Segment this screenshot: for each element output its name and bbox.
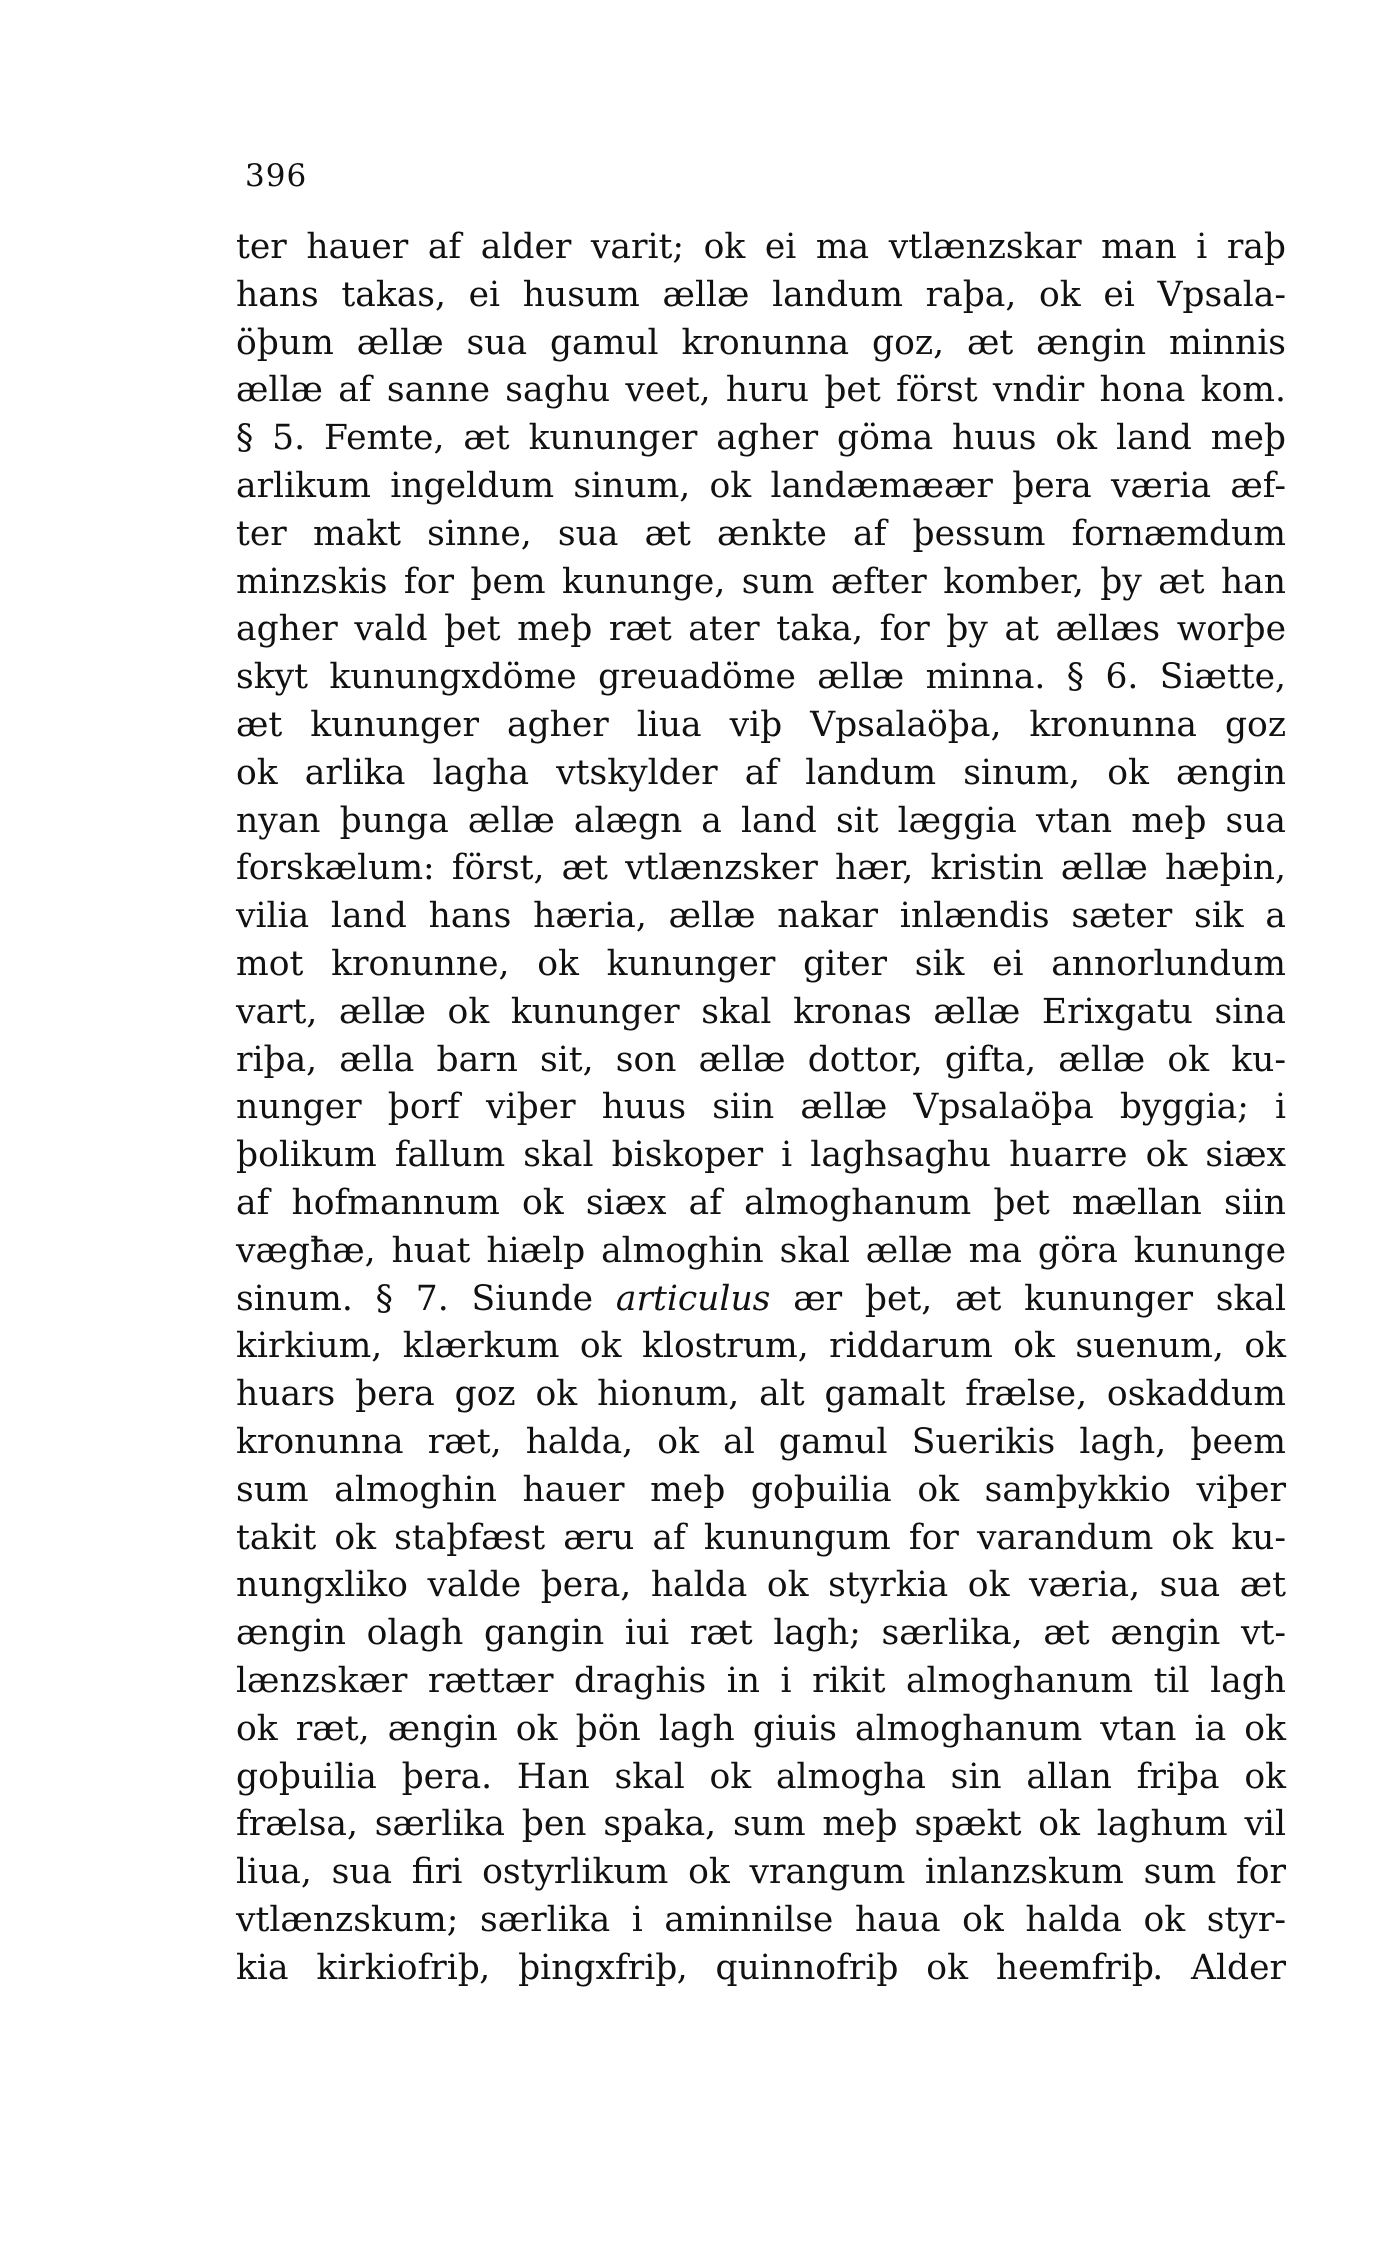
text-line: vart, ællæ ok kununger skal kronas ællæ Erixgatu sina xyxy=(236,991,1286,1032)
text-line: ællæ af sanne saghu veet, huru þet först vndir hona kom. xyxy=(236,370,1286,411)
text-line: mot kronunne, ok kununger giter sik ei annorlundum xyxy=(236,943,1286,984)
text-line: minzskis for þem kununge, sum æfter komber, þy æt han xyxy=(236,561,1286,602)
page-number: 396 xyxy=(245,158,308,194)
text-line: agher vald þet meþ ræt ater taka, for þy at ællæs worþe xyxy=(236,609,1286,650)
text-line: nunger þorf viþer huus siin ællæ Vpsalaöþa byggia; i xyxy=(236,1087,1286,1128)
text-line: goþuilia þera. Han skal ok almogha sin allan friþa ok xyxy=(236,1756,1286,1797)
text-line: æt kununger agher liua viþ Vpsalaöþa, kronunna goz xyxy=(236,704,1286,745)
text-line: huars þera goz ok hionum, alt gamalt frælse, oskaddum xyxy=(236,1374,1286,1415)
text-line: vægħæ, huat hiælp almoghin skal ællæ ma göra kununge xyxy=(236,1230,1286,1271)
text-line: frælsa, særlika þen spaka, sum meþ spækt ok laghum vil xyxy=(236,1804,1286,1845)
text-line: vtlænzskum; særlika i aminnilse haua ok halda ok styr- xyxy=(236,1899,1286,1940)
text-line: af hofmannum ok siæx af almoghanum þet mællan siin xyxy=(236,1182,1286,1223)
text-line: nyan þunga ællæ alægn a land sit læggia vtan meþ sua xyxy=(236,800,1286,841)
text-line: sum almoghin hauer meþ goþuilia ok samþykkio viþer xyxy=(236,1469,1286,1510)
text-line: kronunna ræt, halda, ok al gamul Suerikis lagh, þeem xyxy=(236,1421,1286,1462)
text-line: nungxliko valde þera, halda ok styrkia ok væria, sua æt xyxy=(236,1565,1286,1606)
text-line: þolikum fallum skal biskoper i laghsaghu huarre ok siæx xyxy=(236,1135,1286,1176)
text-line: vilia land hans hæria, ællæ nakar inlændis sæter sik a xyxy=(236,896,1286,937)
text-line: ok ræt, ængin ok þön lagh giuis almoghanum vtan ia ok xyxy=(236,1708,1286,1749)
text-line: ter hauer af alder varit; ok ei ma vtlænzskar man i raþ xyxy=(236,227,1286,267)
italic-word: articulus xyxy=(615,1278,771,1319)
text-line: kirkium, klærkum ok klostrum, riddarum ok suenum, ok xyxy=(236,1326,1286,1367)
text-line: takit ok staþfæst æru af kunungum for varandum ok ku- xyxy=(236,1517,1286,1558)
text-line: ængin olagh gangin iui ræt lagh; særlika, æt ængin vt- xyxy=(236,1613,1286,1654)
text-line: kia kirkiofriþ, þingxfriþ, quinnofriþ ok heemfriþ. Alder xyxy=(236,1947,1286,1988)
text-line: ter makt sinne, sua æt ænkte af þessum fornæmdum xyxy=(236,513,1286,554)
text-line: § 5. Femte, æt kununger agher göma huus ok land meþ xyxy=(236,418,1286,459)
body-text xyxy=(236,224,1286,1992)
text-line: ok arlika lagha vtskylder af landum sinum, ok ængin xyxy=(236,752,1286,793)
text-line: forskælum: först, æt vtlænzsker hær, kristin ællæ hæþin, xyxy=(236,848,1286,889)
text-line: sinum. § 7. Siunde articulus ær þet, æt kununger skal xyxy=(236,1278,1286,1319)
text-line: liua, sua firi ostyrlikum ok vrangum inlanzskum sum for xyxy=(236,1852,1286,1893)
text-line: skyt kunungxdöme greuadöme ællæ minna. § 6. Siætte, xyxy=(236,657,1286,698)
text-line: riþa, ælla barn sit, son ællæ dottor, gifta, ællæ ok ku- xyxy=(236,1039,1286,1080)
text-line: hans takas, ei husum ællæ landum raþa, ok ei Vpsala- xyxy=(236,274,1286,315)
text-line: lænzskær rættær draghis in i rikit almoghanum til lagh xyxy=(236,1660,1286,1701)
text-line: öþum ællæ sua gamul kronunna goz, æt ængin minnis xyxy=(236,322,1286,363)
text-line: arlikum ingeldum sinum, ok landæmæær þera væria æf- xyxy=(236,465,1286,506)
